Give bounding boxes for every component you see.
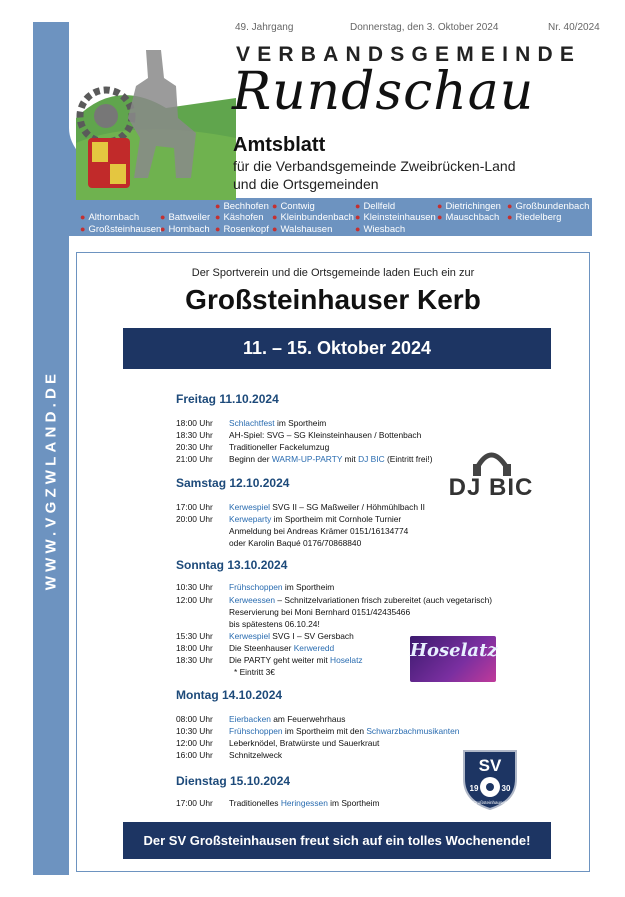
town-item: ● Riedelberg xyxy=(507,212,562,223)
town-item: ● Bechhofen xyxy=(215,201,269,212)
masthead-kicker: VERBANDSGEMEINDE xyxy=(236,43,582,66)
subtitle-line-1: für die Verbandsgemeinde Zweibrücken-Land xyxy=(233,158,516,174)
town-item: ● Mauschbach xyxy=(437,212,500,223)
masthead-title: Rundschau xyxy=(232,62,535,122)
town-item: ● Kleinsteinhausen xyxy=(355,212,436,223)
amtsblatt-label: Amtsblatt xyxy=(233,134,326,156)
town-item: ● Hornbach xyxy=(160,224,210,235)
masthead-logo xyxy=(76,38,236,200)
event-dates-bar: 11. – 15. Oktober 2024 xyxy=(123,328,551,369)
town-item: ● Althornbach xyxy=(80,212,140,223)
town-item: ● Großsteinhausen xyxy=(80,224,162,235)
town-item: ● Walshausen xyxy=(272,224,333,235)
svg-text:Großsteinhausen: Großsteinhausen xyxy=(472,800,508,805)
day-heading: Sonntag 13.10.2024 xyxy=(176,558,288,572)
town-item: ● Käshofen xyxy=(215,212,264,223)
town-item: ● Wiesbach xyxy=(355,224,406,235)
volume-label: 49. Jahrgang xyxy=(235,22,294,33)
town-item: ● Battweiler xyxy=(160,212,211,223)
svg-text:SV: SV xyxy=(478,756,502,775)
issue-date: Donnerstag, den 3. Oktober 2024 xyxy=(350,22,499,33)
event-title: Großsteinhauser Kerb xyxy=(185,284,481,315)
town-item: ● Großbundenbach xyxy=(507,201,590,212)
svg-text:30: 30 xyxy=(501,784,511,793)
footer-bar: Der SV Großsteinhausen freut sich auf ein tolles Wochenende! xyxy=(123,822,551,859)
event-intro: Der Sportverein und die Ortsgemeinde laden Euch ein zur xyxy=(191,267,475,279)
website-url[interactable]: WWW.VGZWLAND.DE xyxy=(42,369,60,591)
subtitle-line-2: und die Ortsgemeinden xyxy=(233,176,379,192)
town-item: ● Dellfeld xyxy=(355,201,396,212)
issue-number: Nr. 40/2024 xyxy=(548,22,600,33)
town-item: ● Dietrichingen xyxy=(437,201,501,212)
town-item: ● Rosenkopf xyxy=(215,224,269,235)
svg-text:19: 19 xyxy=(469,784,479,793)
dj-bic-logo: DJ BIC xyxy=(437,440,545,504)
day-heading: Samstag 12.10.2024 xyxy=(176,476,290,490)
day-heading: Dienstag 15.10.2024 xyxy=(176,774,291,788)
town-item: ● Kleinbundenbach xyxy=(272,212,354,223)
sv-club-badge xyxy=(460,749,520,811)
day-heading: Freitag 11.10.2024 xyxy=(176,392,279,406)
hoselatz-logo: Hoselatz xyxy=(410,636,496,682)
town-item: ● Contwig xyxy=(272,201,315,212)
day-heading: Montag 14.10.2024 xyxy=(176,688,283,702)
